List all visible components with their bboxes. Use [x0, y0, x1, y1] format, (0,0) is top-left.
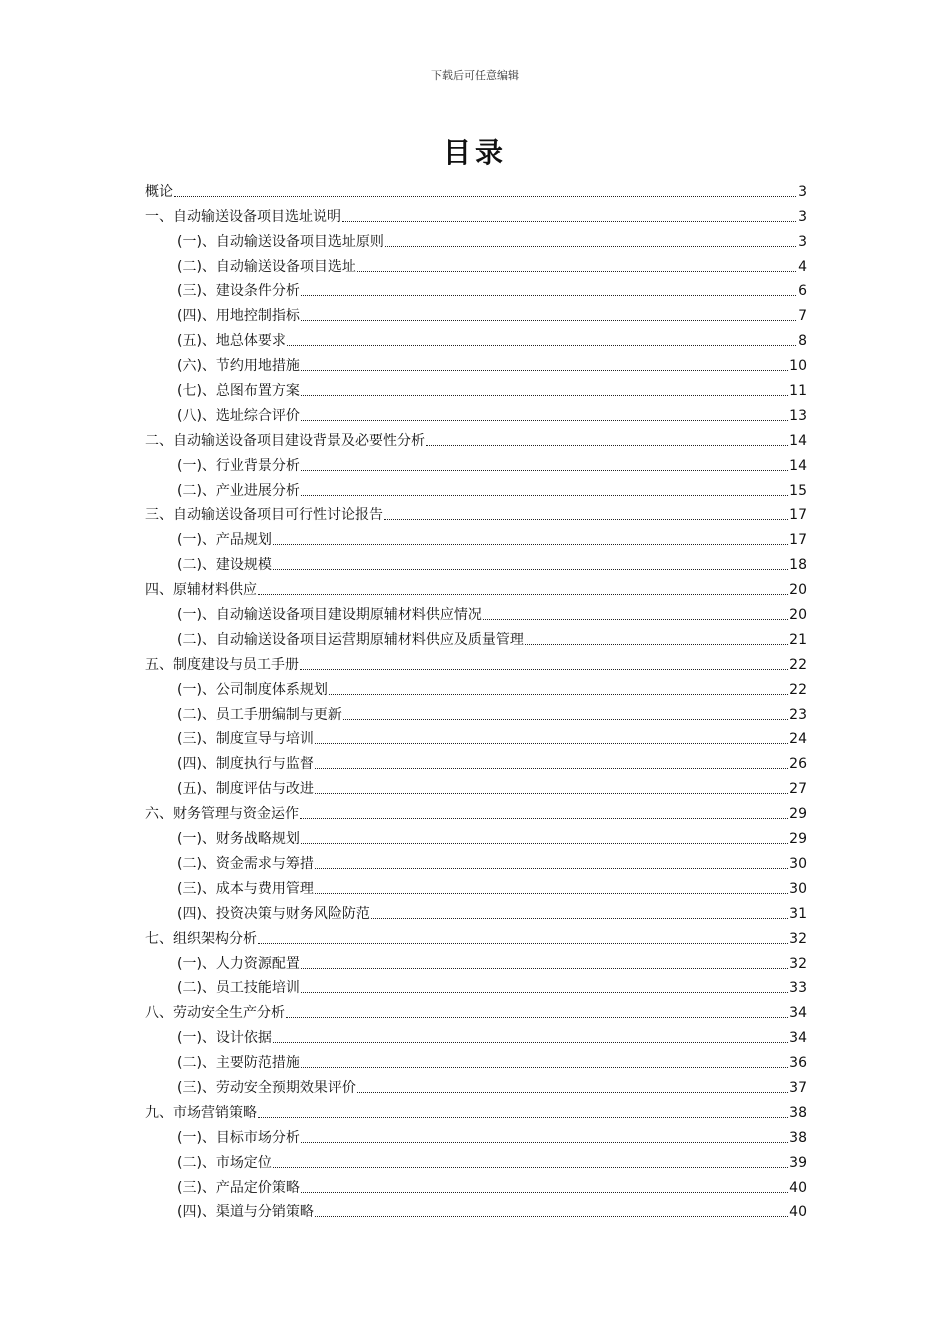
- toc-entry[interactable]: [145, 898, 807, 923]
- toc-entry[interactable]: [145, 276, 807, 301]
- toc-entry-label: (三)、劳动安全预期效果评价: [177, 1079, 356, 1096]
- toc-entry-label: (四)、渠道与分销策略: [177, 1204, 314, 1221]
- page-title: 目录: [442, 136, 507, 169]
- toc-leader-dots: [329, 693, 788, 695]
- toc-entry[interactable]: [145, 674, 807, 699]
- toc-leader-dots: [301, 991, 788, 993]
- toc-entry-label: (四)、制度执行与监督: [177, 756, 314, 773]
- toc-entry[interactable]: [145, 748, 807, 773]
- toc-entry-label: (二)、员工手册编制与更新: [177, 706, 342, 723]
- toc-entry[interactable]: [145, 226, 807, 251]
- toc-entry-label: (二)、员工技能培训: [177, 980, 300, 997]
- toc-entry-label: (二)、自动输送设备项目运营期原辅材料供应及质量管理: [177, 631, 524, 648]
- toc-entry-label: 九、市场营销策略: [145, 1104, 257, 1121]
- toc-entry-page: 3: [798, 208, 807, 225]
- toc-entry-page: 26: [789, 756, 807, 773]
- toc-leader-dots: [315, 892, 788, 894]
- toc-entry-page: 29: [789, 806, 807, 823]
- toc-entry-page: 8: [798, 333, 807, 350]
- toc-entry-page: 10: [789, 358, 807, 375]
- toc-entry[interactable]: [145, 475, 807, 500]
- toc-leader-dots: [357, 270, 796, 272]
- toc-entry[interactable]: [145, 997, 807, 1022]
- toc-leader-dots: [301, 419, 788, 421]
- toc-entry-label: 二、自动输送设备项目建设背景及必要性分析: [145, 432, 425, 449]
- toc-entry[interactable]: [145, 325, 807, 350]
- toc-entry[interactable]: [145, 599, 807, 624]
- toc-entry-label: (一)、公司制度体系规划: [177, 681, 328, 698]
- toc-leader-dots: [385, 245, 796, 247]
- toc-entry-label: 四、原辅材料供应: [145, 582, 257, 599]
- toc-leader-dots: [315, 867, 788, 869]
- toc-entry-page: 20: [789, 607, 807, 624]
- toc-entry[interactable]: [145, 649, 807, 674]
- toc-entry-label: (三)、制度宣导与培训: [177, 731, 314, 748]
- toc-entry-label: (一)、目标市场分析: [177, 1129, 300, 1146]
- toc-entry-label: (二)、产业进展分析: [177, 482, 300, 499]
- toc-entry-page: 32: [789, 930, 807, 947]
- toc-entry-label: (四)、投资决策与财务风险防范: [177, 905, 370, 922]
- toc-leader-dots: [273, 543, 788, 545]
- toc-entry-label: (三)、建设条件分析: [177, 283, 300, 300]
- toc-entry-label: 六、财务管理与资金运作: [145, 806, 299, 823]
- toc-leader-dots: [301, 469, 788, 471]
- toc-leader-dots: [315, 792, 788, 794]
- toc-entry-label: 七、组织架构分析: [145, 930, 257, 947]
- toc-entry[interactable]: [145, 201, 807, 226]
- toc-leader-dots: [300, 668, 788, 670]
- toc-entry-label: (一)、人力资源配置: [177, 955, 300, 972]
- toc-entry[interactable]: [145, 574, 807, 599]
- toc-entry-page: 40: [789, 1204, 807, 1221]
- toc-entry[interactable]: [145, 724, 807, 749]
- toc-entry[interactable]: [145, 176, 807, 201]
- toc-entry[interactable]: [145, 524, 807, 549]
- toc-entry-page: 21: [789, 631, 807, 648]
- toc-entry[interactable]: [145, 848, 807, 873]
- toc-entry-page: 34: [789, 1030, 807, 1047]
- toc-leader-dots: [258, 942, 788, 944]
- toc-leader-dots: [287, 344, 796, 346]
- toc-entry-page: 18: [789, 557, 807, 574]
- toc-leader-dots: [483, 618, 788, 620]
- toc-entry-label: (一)、行业背景分析: [177, 457, 300, 474]
- toc-entry-label: 概论: [145, 183, 173, 200]
- toc-entry-label: (二)、资金需求与筹措: [177, 855, 314, 872]
- toc-leader-dots: [384, 518, 788, 520]
- toc-entry-label: (六)、节约用地措施: [177, 358, 300, 375]
- toc-entry-page: 40: [789, 1179, 807, 1196]
- toc-entry-label: 八、劳动安全生产分析: [145, 1005, 285, 1022]
- toc-leader-dots: [357, 1091, 788, 1093]
- toc-entry[interactable]: [145, 1097, 807, 1122]
- toc-leader-dots: [343, 718, 788, 720]
- toc-entry[interactable]: [145, 1147, 807, 1172]
- toc-leader-dots: [315, 742, 788, 744]
- toc-entry[interactable]: [145, 1122, 807, 1147]
- toc-leader-dots: [273, 1166, 788, 1168]
- toc-entry-label: 三、自动输送设备项目可行性讨论报告: [145, 507, 383, 524]
- toc-entry-label: (五)、地总体要求: [177, 333, 286, 350]
- toc-entry-label: (一)、财务战略规划: [177, 831, 300, 848]
- toc-entry[interactable]: [145, 1022, 807, 1047]
- toc-entry[interactable]: [145, 773, 807, 798]
- toc-leader-dots: [174, 195, 796, 197]
- table-of-contents: [145, 176, 807, 1221]
- toc-entry[interactable]: [145, 375, 807, 400]
- toc-entry-page: 6: [798, 283, 807, 300]
- toc-entry[interactable]: [145, 300, 807, 325]
- toc-entry-label: (三)、产品定价策略: [177, 1179, 300, 1196]
- toc-leader-dots: [301, 967, 788, 969]
- header-note: 下载后可任意编辑: [431, 69, 519, 82]
- toc-leader-dots: [426, 444, 788, 446]
- toc-entry-page: 22: [789, 656, 807, 673]
- toc-entry-page: 31: [789, 905, 807, 922]
- toc-entry[interactable]: [145, 823, 807, 848]
- toc-entry-page: 30: [789, 880, 807, 897]
- toc-leader-dots: [301, 319, 796, 321]
- toc-entry-page: 30: [789, 855, 807, 872]
- toc-entry-page: 3: [798, 183, 807, 200]
- toc-entry-page: 3: [798, 233, 807, 250]
- toc-entry-page: 7: [798, 308, 807, 325]
- toc-entry[interactable]: [145, 500, 807, 525]
- toc-entry[interactable]: [145, 948, 807, 973]
- toc-entry-page: 32: [789, 955, 807, 972]
- toc-entry-page: 27: [789, 781, 807, 798]
- toc-entry-label: (二)、自动输送设备项目选址: [177, 258, 356, 275]
- toc-entry-label: (一)、设计依据: [177, 1030, 272, 1047]
- toc-entry-page: 34: [789, 1005, 807, 1022]
- toc-leader-dots: [342, 220, 796, 222]
- toc-entry-page: 4: [798, 258, 807, 275]
- toc-entry-label: 五、制度建设与员工手册: [145, 656, 299, 673]
- toc-leader-dots: [301, 394, 788, 396]
- toc-entry[interactable]: [145, 798, 807, 823]
- toc-leader-dots: [258, 593, 788, 595]
- toc-leader-dots: [301, 1191, 788, 1193]
- toc-entry-label: 一、自动输送设备项目选址说明: [145, 208, 341, 225]
- toc-leader-dots: [371, 917, 788, 919]
- toc-entry-page: 38: [789, 1129, 807, 1146]
- toc-entry[interactable]: [145, 400, 807, 425]
- toc-entry[interactable]: [145, 699, 807, 724]
- toc-entry[interactable]: [145, 425, 807, 450]
- toc-leader-dots: [286, 1016, 788, 1018]
- toc-entry-page: 38: [789, 1104, 807, 1121]
- toc-entry-page: 39: [789, 1154, 807, 1171]
- toc-entry[interactable]: [145, 350, 807, 375]
- toc-leader-dots: [301, 1066, 788, 1068]
- toc-entry[interactable]: [145, 450, 807, 475]
- toc-entry[interactable]: [145, 549, 807, 574]
- toc-entry-label: (八)、选址综合评价: [177, 407, 300, 424]
- toc-entry[interactable]: [145, 923, 807, 948]
- toc-entry[interactable]: [145, 1197, 807, 1222]
- toc-entry-page: 13: [789, 407, 807, 424]
- toc-leader-dots: [301, 494, 788, 496]
- toc-entry-page: 23: [789, 706, 807, 723]
- toc-entry-page: 15: [789, 482, 807, 499]
- toc-entry[interactable]: [145, 873, 807, 898]
- toc-leader-dots: [315, 767, 788, 769]
- toc-entry[interactable]: [145, 973, 807, 998]
- toc-entry[interactable]: [145, 251, 807, 276]
- toc-leader-dots: [315, 1215, 788, 1217]
- toc-entry-page: 20: [789, 582, 807, 599]
- toc-leader-dots: [301, 842, 788, 844]
- toc-leader-dots: [273, 1041, 788, 1043]
- toc-entry-page: 36: [789, 1055, 807, 1072]
- toc-entry-label: (五)、制度评估与改进: [177, 781, 314, 798]
- toc-entry[interactable]: [145, 1047, 807, 1072]
- toc-entry-label: (一)、产品规划: [177, 532, 272, 549]
- toc-leader-dots: [301, 369, 788, 371]
- toc-entry-label: (一)、自动输送设备项目选址原则: [177, 233, 384, 250]
- toc-entry-page: 22: [789, 681, 807, 698]
- toc-leader-dots: [300, 817, 788, 819]
- toc-entry-page: 17: [789, 507, 807, 524]
- toc-leader-dots: [301, 294, 796, 296]
- toc-entry[interactable]: [145, 624, 807, 649]
- toc-leader-dots: [301, 1141, 788, 1143]
- toc-entry-page: 11: [789, 383, 807, 400]
- toc-entry-label: (一)、自动输送设备项目建设期原辅材料供应情况: [177, 607, 482, 624]
- toc-entry[interactable]: [145, 1172, 807, 1197]
- toc-entry-page: 33: [789, 980, 807, 997]
- toc-entry-page: 14: [789, 432, 807, 449]
- toc-leader-dots: [525, 643, 788, 645]
- toc-entry-label: (七)、总图布置方案: [177, 383, 300, 400]
- toc-leader-dots: [273, 568, 788, 570]
- toc-entry-label: (三)、成本与费用管理: [177, 880, 314, 897]
- toc-entry-label: (二)、市场定位: [177, 1154, 272, 1171]
- toc-entry-label: (二)、主要防范措施: [177, 1055, 300, 1072]
- toc-entry-page: 14: [789, 457, 807, 474]
- toc-entry-label: (二)、建设规模: [177, 557, 272, 574]
- toc-entry-page: 29: [789, 831, 807, 848]
- toc-entry-page: 17: [789, 532, 807, 549]
- toc-leader-dots: [258, 1116, 788, 1118]
- toc-entry[interactable]: [145, 1072, 807, 1097]
- toc-entry-page: 37: [789, 1079, 807, 1096]
- toc-entry-page: 24: [789, 731, 807, 748]
- toc-entry-label: (四)、用地控制指标: [177, 308, 300, 325]
